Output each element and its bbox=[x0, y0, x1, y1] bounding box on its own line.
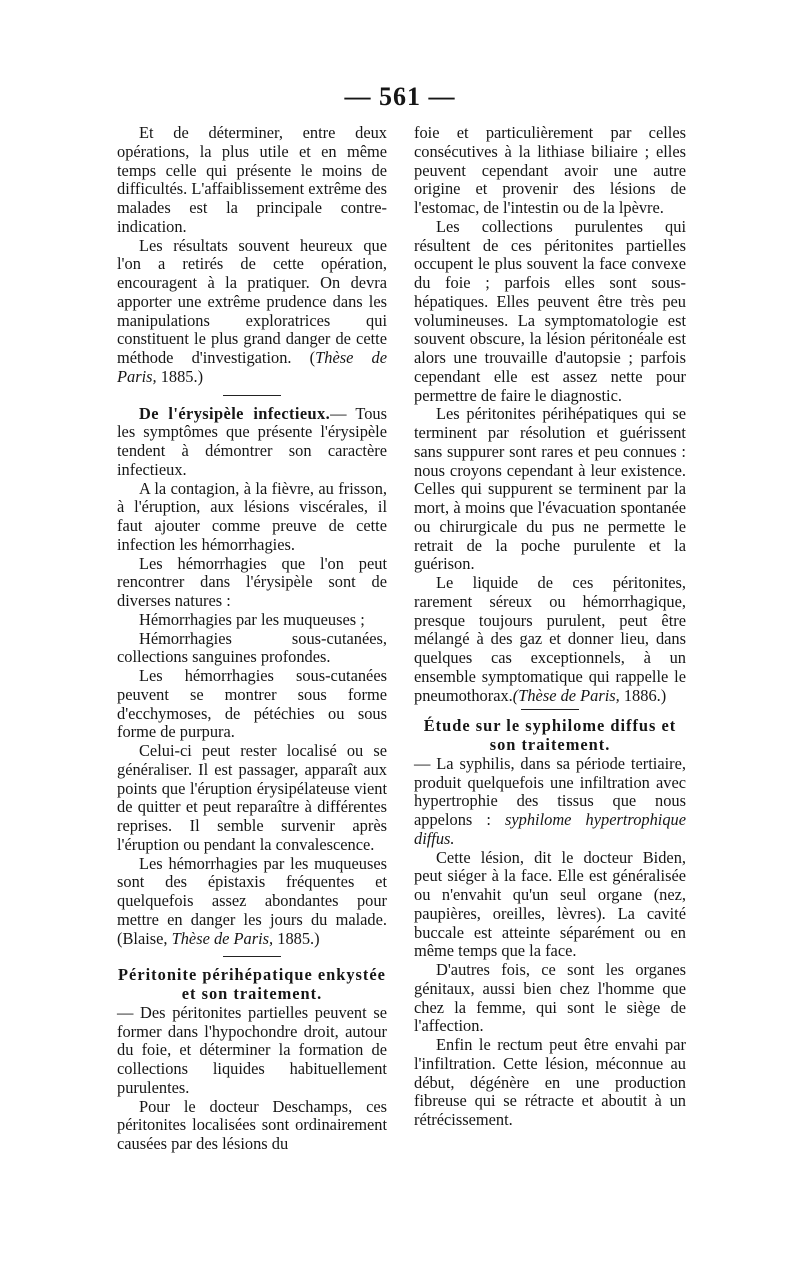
citation-title: Thèse de Paris, bbox=[171, 928, 274, 948]
paragraph bbox=[414, 574, 686, 705]
paragraph: Pour le docteur Deschamps, ces péritonites localisées sont ordinairement causées par des lésions du bbox=[117, 1096, 387, 1153]
paragraph-text: Les hémorrhagies par les muqueuses sont des épistaxis fréquentes et quelquefois assez abondantes pour mettre en danger les jours du malade. (Blaise, bbox=[117, 853, 387, 948]
paragraph-text: — La syphilis, dans sa période tertiaire, produit quelquefois une infiltration avec hypertrophie des tissus que nous appelons : bbox=[414, 753, 686, 829]
paragraph: Hémorrhagies sous-cutanées, collections sanguines profondes. bbox=[117, 628, 387, 667]
paragraph: Les péritonites périhépatiques qui se terminent par résolution et guérissent sans suppurer sont rares et peu connues : nous croyons cependant à leur existence. Celles qui suppurent se terminent par la mort, à moins que l'évacuation spontanée ou chirurgicale du pus ne permette le retrait de la poche purulente et la guérison. bbox=[414, 404, 686, 574]
paragraph bbox=[117, 855, 387, 949]
page-number: — 561 — bbox=[344, 82, 456, 111]
paragraph: A la contagion, à la fièvre, au frisson, à l'éruption, aux lésions viscérales, il faut ajouter comme preuve de cette infection les hémorrhagies. bbox=[117, 478, 387, 554]
citation-year: 1885.) bbox=[156, 366, 204, 386]
paragraph: Les hémorrhagies sous-cutanées peuvent se montrer sous forme d'ecchymoses, de pétéchies ou sous forme de purpura. bbox=[117, 666, 387, 742]
paragraph-text: Les résultats souvent heureux que l'on a retirés de cette opération, encouragent à la pratiquer. On devra apporter une extrême prudence dans les manipulations exploratrices qui constituent le plus grand danger de cette méthode d'investigation. bbox=[117, 235, 387, 367]
paragraph: foie et particulièrement par celles consécutives à la lithiase biliaire ; elles peuvent cependant avoir une autre origine et provenir des lésions de l'estomac, de l'intestin ou de la lpèvre. bbox=[414, 123, 686, 217]
section-intro bbox=[414, 755, 686, 849]
separator-rule bbox=[521, 709, 579, 710]
paragraph: Hémorrhagies par les muqueuses ; bbox=[139, 609, 365, 629]
paragraph: Enfin le rectum peut être envahi par l'infiltration. Cette lésion, méconnue au début, dégénère en une production fibreuse qui se rétracte et aboutit à un rétrécissement. bbox=[414, 1035, 686, 1129]
citation-title: (Thèse de Paris, bbox=[512, 685, 620, 705]
paragraph: Cette lésion, dit le docteur Biden, peut siéger à la face. Elle est généralisée ou n'envahit qu'un seul organe (nez, paupières, oreilles, lèvres). La cavité buccale est atteinte séparément ou en même temps que la face. bbox=[414, 847, 686, 961]
separator-rule bbox=[223, 395, 281, 396]
paragraph: Et de déterminer, entre deux opérations, la plus utile et en même temps celle qui présente le moins de difficultés. L'affaiblissement extrême des malades est la principale contre-indication. bbox=[117, 123, 387, 236]
left-column bbox=[117, 124, 387, 1154]
paragraph: Celui-ci peut rester localisé ou se généraliser. Il est passager, apparaît aux points que l'éruption érysipélateuse vient de quitter et peut reparaître à différentes reprises. Il semble survenir après l'éruption ou pendant la convalescence. bbox=[117, 741, 387, 854]
right-column bbox=[414, 124, 686, 1130]
italic-term: syphilome hypertrophique diffus. bbox=[414, 810, 686, 848]
citation-title: Thèse de Paris, bbox=[117, 348, 387, 386]
section-intro: — Tous les symptômes que présente l'érysipèle tendent à démontrer son caractère infectieux. bbox=[117, 403, 387, 479]
section-intro: — Des péritonites partielles peuvent se former dans l'hypochondre droit, autour du foie, et déterminer la formation de collections liquides habituellement purulentes. bbox=[117, 1002, 387, 1097]
section-title: Péritonite périhépatique enkystée et son traitement. bbox=[118, 965, 386, 1003]
section-title: De l'érysipèle infectieux. bbox=[139, 403, 331, 423]
paragraph: Les hémorrhagies que l'on peut rencontrer dans l'érysipèle sont de diverses natures : bbox=[117, 553, 387, 610]
paragraph-text: Le liquide de ces péritonites, rarement séreux ou hémorrhagique, presque toujours purulent, peut être mélangé à des gaz et donner lieu, dans quelques cas exceptionnels, à un ensemble symptomatique qui rappelle le pneumothorax. bbox=[414, 573, 686, 705]
citation-year: 1886.) bbox=[619, 685, 667, 705]
paragraph: Les collections purulentes qui résultent de ces péritonites partielles occupent le plus souvent la face convexe du foie ; parfois elles sont sous-hépatiques. Elles peuvent être très peu volumineuses. La symptomatologie est souvent obscure, la lésion péritonéale est alors une trouvaille d'autopsie ; parfois cependant elle est assez nette pour permettre de faire le diagnostic. bbox=[414, 216, 686, 405]
separator-rule bbox=[223, 956, 281, 957]
paragraph: D'autres fois, ce sont les organes génitaux, aussi bien chez l'homme que chez la femme, qui sont le siège de l'affection. bbox=[414, 960, 686, 1036]
section-erysipele bbox=[117, 405, 387, 480]
paragraph: Les résultats souvent heureux que l'on a retirés de cette opération, encouragent à la pratiquer. On devra apporter une extrême prudence dans les manipulations exploratrices qui constituent le plus grand danger de cette méthode d'investigation. (Thèse de Paris, 1885.) bbox=[117, 235, 387, 386]
citation-year: 1885.) bbox=[273, 928, 320, 948]
section-title: Étude sur le syphilome diffus et son traitement. bbox=[423, 716, 677, 754]
